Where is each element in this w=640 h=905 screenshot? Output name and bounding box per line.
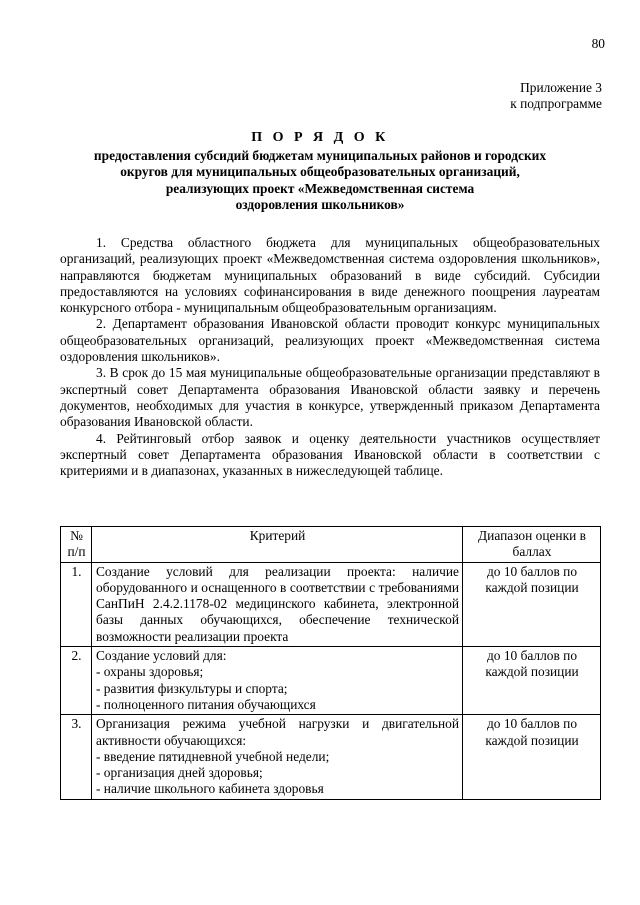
- criterion-title: Организация режима учебной нагрузки и двигательной активности обучающихся:: [96, 716, 459, 748]
- criterion-item: - наличие школьного кабинета здоровья: [96, 781, 324, 797]
- row-range: до 10 баллов по каждой позиции: [463, 562, 601, 646]
- paragraph-1: 1. Средства областного бюджета для муниципальных общеобразовательных организаций, реализующих проект «Межведомственная система оздоровления школьников», направляются бюджетам муниципальных образований в виде субсидий. Субсидии предоставляются на условиях софинансирования в виде денежного поощрения лауреатам конкурсного отбора - муниципальным общеобразовательным организациям.: [60, 235, 600, 316]
- criterion-item: - введение пятидневной учебной недели;: [96, 748, 330, 764]
- criterion-item: - развития физкультуры и спорта;: [96, 680, 288, 696]
- row-criterion: [92, 715, 463, 799]
- table-row: [61, 647, 601, 715]
- appendix-line-2: к подпрограмме: [510, 96, 602, 112]
- paragraph-3: 3. В срок до 15 мая муниципальные общеобразовательные организации представляют в экспертный совет Департамента образования Ивановской области заявку и перечень документов, необходимых для участия в конкурсе, утвержденный приказом Департамента образования Ивановской области.: [60, 365, 600, 430]
- table-row: [61, 562, 601, 646]
- row-range: до 10 баллов по каждой позиции: [463, 715, 601, 799]
- subtitle-line-4: оздоровления школьников»: [235, 196, 405, 212]
- criterion-item: - полноценного питания обучающихся: [96, 696, 316, 712]
- appendix-note: [510, 80, 602, 113]
- subtitle-line-3: реализующих проект «Межведомственная система: [165, 180, 475, 196]
- row-criterion: [92, 647, 463, 715]
- page-number: 80: [591, 36, 605, 51]
- row-range: до 10 баллов по каждой позиции: [463, 647, 601, 715]
- document-subtitle: [40, 148, 600, 213]
- document-title: П О Р Я Д О К: [251, 130, 389, 145]
- criterion-title: Создание условий для:: [96, 648, 227, 664]
- subtitle-line-1: предоставления субсидий бюджетам муниципальных районов и городских: [93, 148, 547, 163]
- header-criterion: Критерий: [92, 527, 463, 563]
- table-row: [61, 715, 601, 799]
- header-range: Диапазон оценки в баллах: [463, 527, 601, 563]
- criteria-table: [60, 526, 601, 800]
- header-num: № п/п: [61, 527, 92, 563]
- row-num: 2.: [61, 647, 92, 715]
- appendix-line-1: Приложение 3: [520, 80, 602, 95]
- criterion-item: - организация дней здоровья;: [96, 765, 263, 781]
- subtitle-line-2: округов для муниципальных общеобразовательных организаций,: [120, 164, 520, 180]
- row-num: 1.: [61, 562, 92, 646]
- document-body: [60, 235, 600, 479]
- row-num: 3.: [61, 715, 92, 799]
- row-criterion: Создание условий для реализации проекта: наличие оборудованного и оснащенного в соответствии с требованиями СанПиН 2.4.2.1178-02 медицинского кабинета, электронной базы данных обучающихся, обеспечение технической возможности реализации проекта: [92, 562, 463, 646]
- table-header-row: [61, 527, 601, 563]
- criterion-item: - охраны здоровья;: [96, 664, 204, 680]
- paragraph-4: 4. Рейтинговый отбор заявок и оценку деятельности участников осуществляет экспертный совет Департамента образования Ивановской области в соответствии с критериями и в диапазонах, указанных в нижеследующей таблице.: [60, 430, 600, 479]
- paragraph-2: 2. Департамент образования Ивановской области проводит конкурс муниципальных общеобразовательных организаций, реализующих проект «Межведомственная система оздоровления школьников».: [60, 316, 600, 365]
